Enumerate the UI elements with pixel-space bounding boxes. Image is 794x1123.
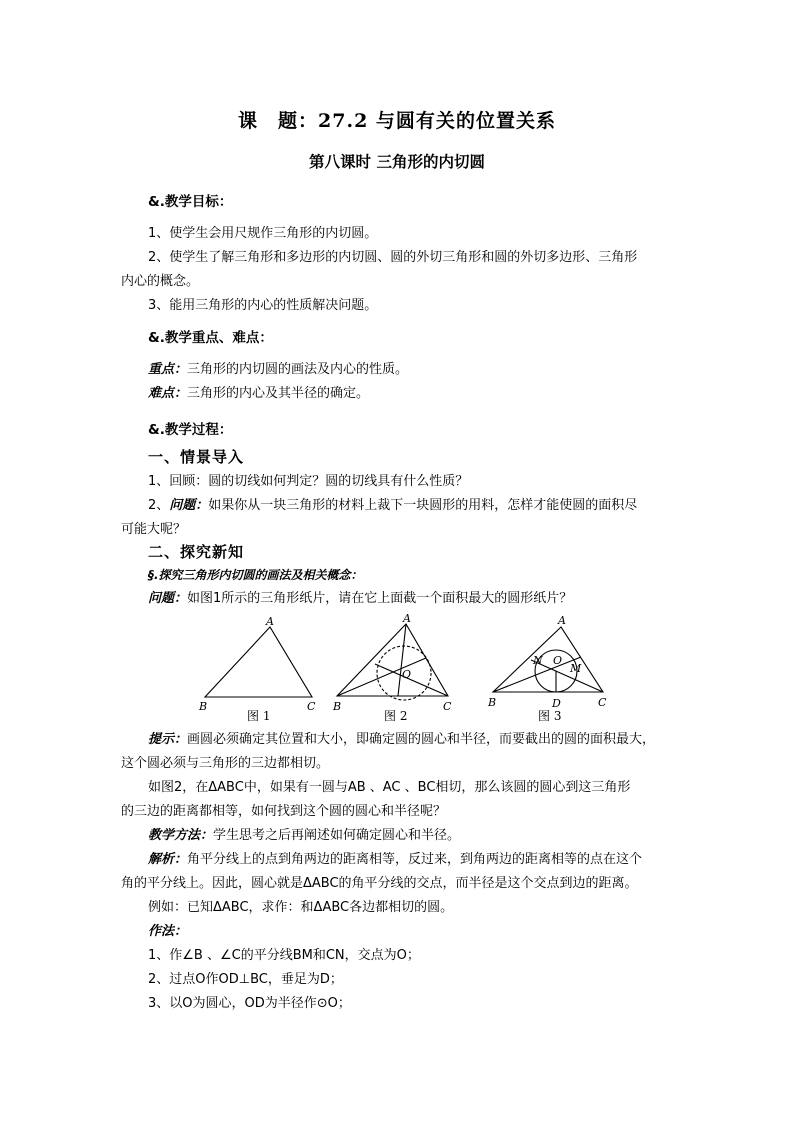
hard-point: [148, 385, 369, 403]
analysis-text-1: 角平分线上的点到角两边的距离相等，反过来，到角两边的距离相等的点在这个: [187, 852, 643, 867]
fig1-label-c: C: [307, 700, 316, 713]
steps-label: 作法：: [148, 924, 188, 939]
fig1-caption: 图 1: [247, 709, 271, 723]
hint-text-2: 这个圆必须与三角形的三边都相切。: [121, 756, 330, 771]
example: 例如：已知ΔABC，求作：和ΔABC各边都相切的圆。: [148, 900, 454, 915]
fig3-label-b: B: [488, 696, 497, 709]
method-text: 学生思考之后再阐述如何确定圆心和半径。: [213, 828, 461, 843]
step-2: 2、过点O作OD⊥BC，垂足为D；: [148, 972, 343, 987]
fig2-bisector-c: [375, 664, 448, 696]
goal-item-2: 2、使学生了解三角形和多边形的内切圆、圆的外切三角形和圆的外切多边形、三角形: [148, 250, 638, 265]
fig2-label-o: O: [402, 668, 412, 681]
fig3-label-a: A: [558, 614, 566, 627]
fig3-label-n: N: [533, 654, 543, 667]
key-label: 重点：: [148, 362, 188, 377]
hint-text-1: 画圆必须确定其位置和大小，即确定圆的圆心和半径，而要截出的圆的面积最大，: [187, 732, 656, 747]
problem-text: 如图1所示的三角形纸片，请在它上面截一个面积最大的圆形纸片？: [187, 591, 573, 606]
hint: [148, 731, 655, 749]
question-2-text: 如果你从一块三角形的材料上裁下一块圆形的用料，怎样才能使圆的面积尽: [208, 498, 638, 513]
hint-label: 提示：: [148, 732, 188, 747]
question-2-label: 问题：: [169, 498, 209, 513]
method-label: 教学方法：: [148, 828, 214, 843]
fig2-caption: 图 2: [384, 709, 408, 723]
fig2-bisector-a: [398, 624, 406, 696]
fig1-label-b: B: [199, 700, 208, 713]
part1-heading: 一、情景导入: [148, 448, 245, 466]
figures-diagram: [0, 610, 794, 730]
fig1-label-a: A: [266, 615, 274, 628]
problem-label: 问题：: [148, 591, 188, 606]
page-subtitle: 第八课时 三角形的内切圆: [309, 152, 485, 171]
fig3-label-m: M: [570, 662, 582, 675]
goal-item-2-cont: 内心的概念。: [121, 274, 200, 289]
analysis-text-2: 角的平分线上。因此，圆心就是ΔABC的角平分线的交点，而半径是这个交点到边的距离。: [121, 876, 638, 891]
teaching-method: [148, 827, 460, 845]
fig3-label-o: O: [553, 654, 563, 667]
fig3-triangle: [493, 627, 603, 692]
fig2-label-b: B: [333, 700, 342, 713]
fig2-label-c: C: [443, 700, 452, 713]
step-3: 3、以O为圆心，OD为半径作⊙O；: [148, 996, 351, 1011]
hard-label: 难点：: [148, 386, 188, 401]
process-heading: &.教学过程：: [148, 422, 233, 438]
goals-heading: &.教学目标：: [148, 194, 233, 210]
fig2-description-2: 的三边的距离都相等，如何找到这个圆的圆心和半径呢？: [121, 804, 447, 819]
fig1-triangle: [205, 627, 312, 697]
step-1: 1、作∠B 、∠C的平分线BM和CN，交点为O；: [148, 948, 420, 963]
fig2-bisector-b: [337, 658, 426, 696]
part2-heading: 二、探究新知: [148, 543, 245, 561]
page-title: 课 题：27.2 与圆有关的位置关系: [238, 110, 556, 132]
question-2-cont: 可能大呢？: [121, 522, 187, 537]
fig3-label-c: C: [598, 696, 607, 709]
question-2: [148, 497, 637, 515]
goal-item-3: 3、能用三角形的内心的性质解决问题。: [148, 298, 378, 313]
review-question: 1、回顾：圆的切线如何判定？圆的切线具有什么性质？: [148, 474, 469, 489]
analysis: [148, 851, 642, 869]
fig3-label-d: D: [552, 697, 561, 710]
explore-title: §.探究三角形内切圆的画法及相关概念：: [148, 568, 363, 582]
fig2-triangle: [337, 624, 448, 696]
key-text: 三角形的内切圆的画法及内心的性质。: [187, 362, 409, 377]
key-point: [148, 361, 408, 379]
fig3-caption: 图 3: [538, 709, 562, 723]
keypoints-heading: &.教学重点、难点：: [148, 330, 273, 346]
fig2-description-1: 如图2，在ΔABC中，如果有一圆与AB 、AC 、BC相切，那么该圆的圆心到这三角形: [148, 780, 631, 795]
problem: [148, 590, 572, 608]
hard-text: 三角形的内心及其半径的确定。: [187, 386, 370, 401]
goal-item-1: 1、使学生会用尺规作三角形的内切圆。: [148, 226, 378, 241]
fig2-label-a: A: [403, 612, 411, 625]
question-2-prefix: 2、: [148, 498, 170, 513]
analysis-label: 解析：: [148, 852, 188, 867]
